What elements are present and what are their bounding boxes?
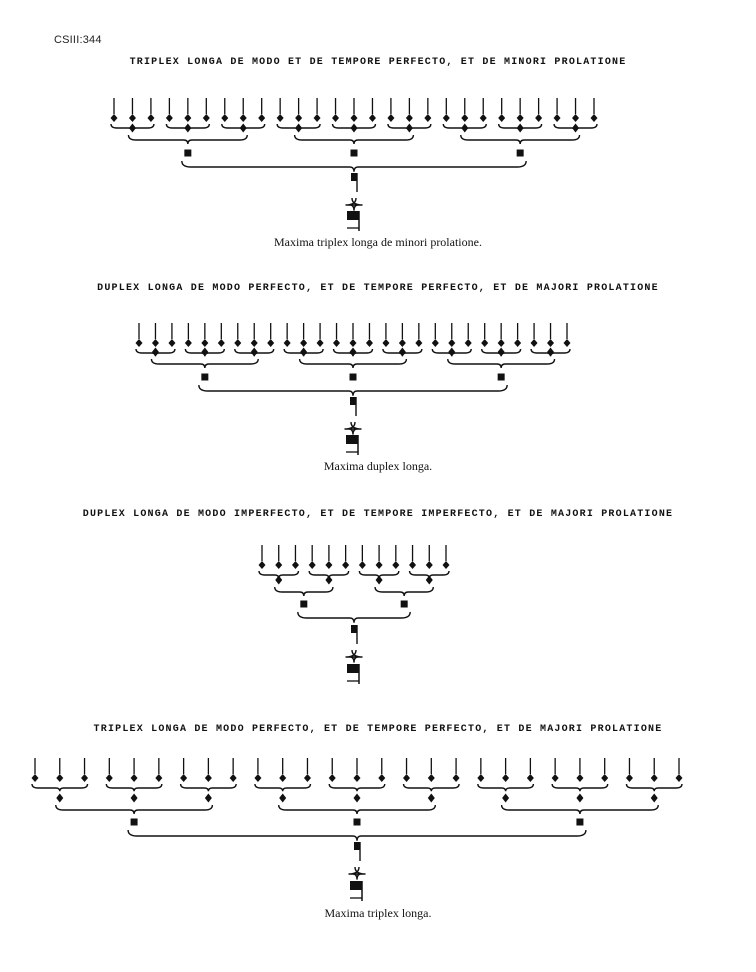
minim-note	[284, 339, 291, 347]
longa-note	[350, 397, 356, 405]
minim-note	[106, 774, 113, 782]
grouping-brace	[448, 359, 555, 368]
semibrevis-note	[279, 794, 286, 803]
section-2-heading: DUPLEX LONGA DE MODO PERFECTO, ET DE TEMPORE PERFECTO, ET DE MAJORI PROLATIONE	[97, 283, 659, 294]
minim-note	[392, 561, 399, 569]
brevis-note	[350, 374, 357, 381]
grouping-brace	[32, 784, 88, 791]
minim-note	[267, 339, 274, 347]
minim-note	[203, 114, 210, 122]
minim-note	[399, 339, 406, 347]
minim-note	[350, 339, 357, 347]
section-1-tree	[111, 98, 598, 231]
semibrevis-note	[184, 124, 191, 133]
semibrevis-note	[376, 576, 383, 585]
semibrevis-note	[399, 348, 406, 357]
grouping-brace	[300, 359, 407, 368]
brevis-note	[184, 150, 191, 157]
longa-note	[351, 173, 357, 181]
minim-note	[676, 774, 683, 782]
minim-note	[403, 774, 410, 782]
minim-note	[129, 114, 136, 122]
grouping-brace	[461, 135, 580, 144]
semibrevis-note	[406, 124, 413, 133]
semibrevis-note	[201, 348, 208, 357]
section-4-tree	[32, 758, 683, 901]
maxima-note	[346, 435, 358, 444]
semibrevis-note	[350, 348, 357, 357]
minim-note	[366, 339, 373, 347]
minim-note	[465, 339, 472, 347]
minim-note	[626, 774, 633, 782]
minim-note	[424, 114, 431, 122]
semibrevis-note	[547, 348, 554, 357]
semibrevis-note	[426, 576, 433, 585]
grouping-brace	[552, 784, 608, 791]
minim-note	[498, 114, 505, 122]
minim-note	[234, 339, 241, 347]
minim-note	[552, 774, 559, 782]
semibrevis-note	[240, 124, 247, 133]
minim-note	[279, 774, 286, 782]
semibrevis-note	[251, 348, 258, 357]
minim-note	[428, 774, 435, 782]
grouping-brace	[181, 784, 237, 791]
minim-note	[221, 114, 228, 122]
brevis-note	[576, 819, 583, 826]
semibrevis-note	[295, 124, 302, 133]
semibrevis-note	[300, 348, 307, 357]
minim-note	[184, 114, 191, 122]
minim-note	[535, 114, 542, 122]
semibrevis-note	[428, 794, 435, 803]
grouping-brace	[404, 784, 460, 791]
minim-note	[166, 114, 173, 122]
minim-note	[498, 339, 505, 347]
semibrevis-note	[651, 794, 658, 803]
grouping-brace	[151, 359, 258, 368]
minim-note	[517, 114, 524, 122]
grouping-brace	[626, 784, 682, 791]
semibrevis-note	[325, 576, 332, 585]
maxima-note	[347, 211, 359, 220]
grouping-brace	[346, 650, 363, 663]
minim-note	[591, 114, 598, 122]
brevis-note	[201, 374, 208, 381]
section-3-tree	[259, 545, 450, 684]
minim-note	[317, 339, 324, 347]
grouping-brace	[502, 805, 659, 814]
minim-note	[409, 561, 416, 569]
minim-note	[481, 339, 488, 347]
maxima-note	[350, 881, 362, 890]
minim-note	[406, 114, 413, 122]
semibrevis-note	[502, 794, 509, 803]
section-1-heading: TRIPLEX LONGA DE MODO ET DE TEMPORE PERFECTO, ET DE MINORI PROLATIONE	[129, 57, 627, 68]
minim-note	[547, 339, 554, 347]
grouping-brace	[375, 587, 433, 596]
minim-note	[205, 774, 212, 782]
longa-note	[351, 625, 357, 633]
grouping-brace	[346, 198, 363, 211]
grouping-brace	[275, 587, 333, 596]
minim-note	[309, 561, 316, 569]
minim-note	[502, 774, 509, 782]
minim-note	[81, 774, 88, 782]
minim-note	[351, 114, 358, 122]
section-1-caption: Maxima triplex longa de minori prolatione.	[274, 235, 482, 249]
semibrevis-note	[576, 794, 583, 803]
minim-note	[531, 339, 538, 347]
minim-note	[325, 561, 332, 569]
grouping-brace	[349, 867, 366, 880]
grouping-brace	[329, 784, 385, 791]
grouping-brace	[182, 161, 526, 172]
minim-note	[314, 114, 321, 122]
grouping-brace	[199, 385, 507, 396]
minim-note	[601, 774, 608, 782]
semibrevis-note	[498, 348, 505, 357]
semibrevis-note	[275, 576, 282, 585]
brevis-note	[300, 601, 307, 608]
semibrevis-note	[129, 124, 136, 133]
semibrevis-note	[205, 794, 212, 803]
minim-note	[300, 339, 307, 347]
minim-note	[240, 114, 247, 122]
grouping-brace	[298, 612, 410, 623]
minim-note	[275, 561, 282, 569]
brevis-note	[401, 601, 408, 608]
minim-note	[185, 339, 192, 347]
grouping-brace	[295, 135, 414, 144]
minim-note	[218, 339, 225, 347]
minim-note	[382, 339, 389, 347]
minim-note	[432, 339, 439, 347]
maxima-note	[347, 664, 359, 673]
minim-note	[369, 114, 376, 122]
minim-note	[376, 561, 383, 569]
minim-note	[354, 774, 361, 782]
minim-note	[333, 339, 340, 347]
section-4-heading: TRIPLEX LONGA DE MODO PERFECTO, ET DE TEMPORE PERFECTO, ET DE MAJORI PROLATIONE	[93, 724, 663, 735]
minim-note	[332, 114, 339, 122]
minim-note	[514, 339, 521, 347]
minim-note	[329, 774, 336, 782]
minim-note	[136, 339, 143, 347]
minim-note	[230, 774, 237, 782]
longa-note	[354, 842, 360, 850]
grouping-brace	[345, 422, 362, 435]
grouping-brace	[279, 805, 436, 814]
semibrevis-note	[354, 794, 361, 803]
minim-note	[56, 774, 63, 782]
minim-note	[201, 339, 208, 347]
grouping-brace	[56, 805, 213, 814]
minim-note	[378, 774, 385, 782]
section-3-heading: DUPLEX LONGA DE MODO IMPERFECTO, ET DE TEMPORE IMPERFECTO, ET DE MAJORI PROLATIONE	[82, 509, 674, 520]
minim-note	[461, 114, 468, 122]
section-2-tree	[136, 323, 571, 455]
minim-note	[147, 114, 154, 122]
semibrevis-note	[572, 124, 579, 133]
minim-note	[527, 774, 534, 782]
minim-note	[292, 561, 299, 569]
minim-note	[576, 774, 583, 782]
brevis-note	[131, 819, 138, 826]
minim-note	[415, 339, 422, 347]
semibrevis-note	[448, 348, 455, 357]
semibrevis-note	[351, 124, 358, 133]
minim-note	[131, 774, 138, 782]
page-id: CSIII:344	[54, 34, 102, 46]
section-2-caption: Maxima duplex longa.	[323, 459, 433, 473]
minim-note	[304, 774, 311, 782]
minim-note	[564, 339, 571, 347]
minim-note	[651, 774, 658, 782]
minim-note	[477, 774, 484, 782]
minim-note	[152, 339, 159, 347]
grouping-brace	[128, 830, 586, 841]
minim-note	[180, 774, 187, 782]
brevis-note	[351, 150, 358, 157]
grouping-brace	[106, 784, 162, 791]
brevis-note	[517, 150, 524, 157]
minim-note	[453, 774, 460, 782]
semibrevis-note	[152, 348, 159, 357]
semibrevis-note	[131, 794, 138, 803]
minim-note	[111, 114, 118, 122]
grouping-brace	[128, 135, 247, 144]
grouping-brace	[478, 784, 534, 791]
section-4-caption: Maxima triplex longa.	[324, 906, 432, 920]
semibrevis-note	[461, 124, 468, 133]
minim-note	[254, 774, 261, 782]
minim-note	[155, 774, 162, 782]
brevis-note	[354, 819, 361, 826]
grouping-brace	[255, 784, 311, 791]
minim-note	[480, 114, 487, 122]
minim-note	[259, 561, 266, 569]
minim-note	[572, 114, 579, 122]
minim-note	[277, 114, 284, 122]
semibrevis-note	[517, 124, 524, 133]
minim-note	[295, 114, 302, 122]
minim-note	[168, 339, 175, 347]
minim-note	[251, 339, 258, 347]
minim-note	[258, 114, 265, 122]
minim-note	[359, 561, 366, 569]
minim-note	[554, 114, 561, 122]
minim-note	[443, 114, 450, 122]
minim-note	[448, 339, 455, 347]
minim-note	[387, 114, 394, 122]
minim-note	[342, 561, 349, 569]
semibrevis-note	[56, 794, 63, 803]
minim-note	[32, 774, 39, 782]
minim-note	[443, 561, 450, 569]
minim-note	[426, 561, 433, 569]
brevis-note	[498, 374, 505, 381]
